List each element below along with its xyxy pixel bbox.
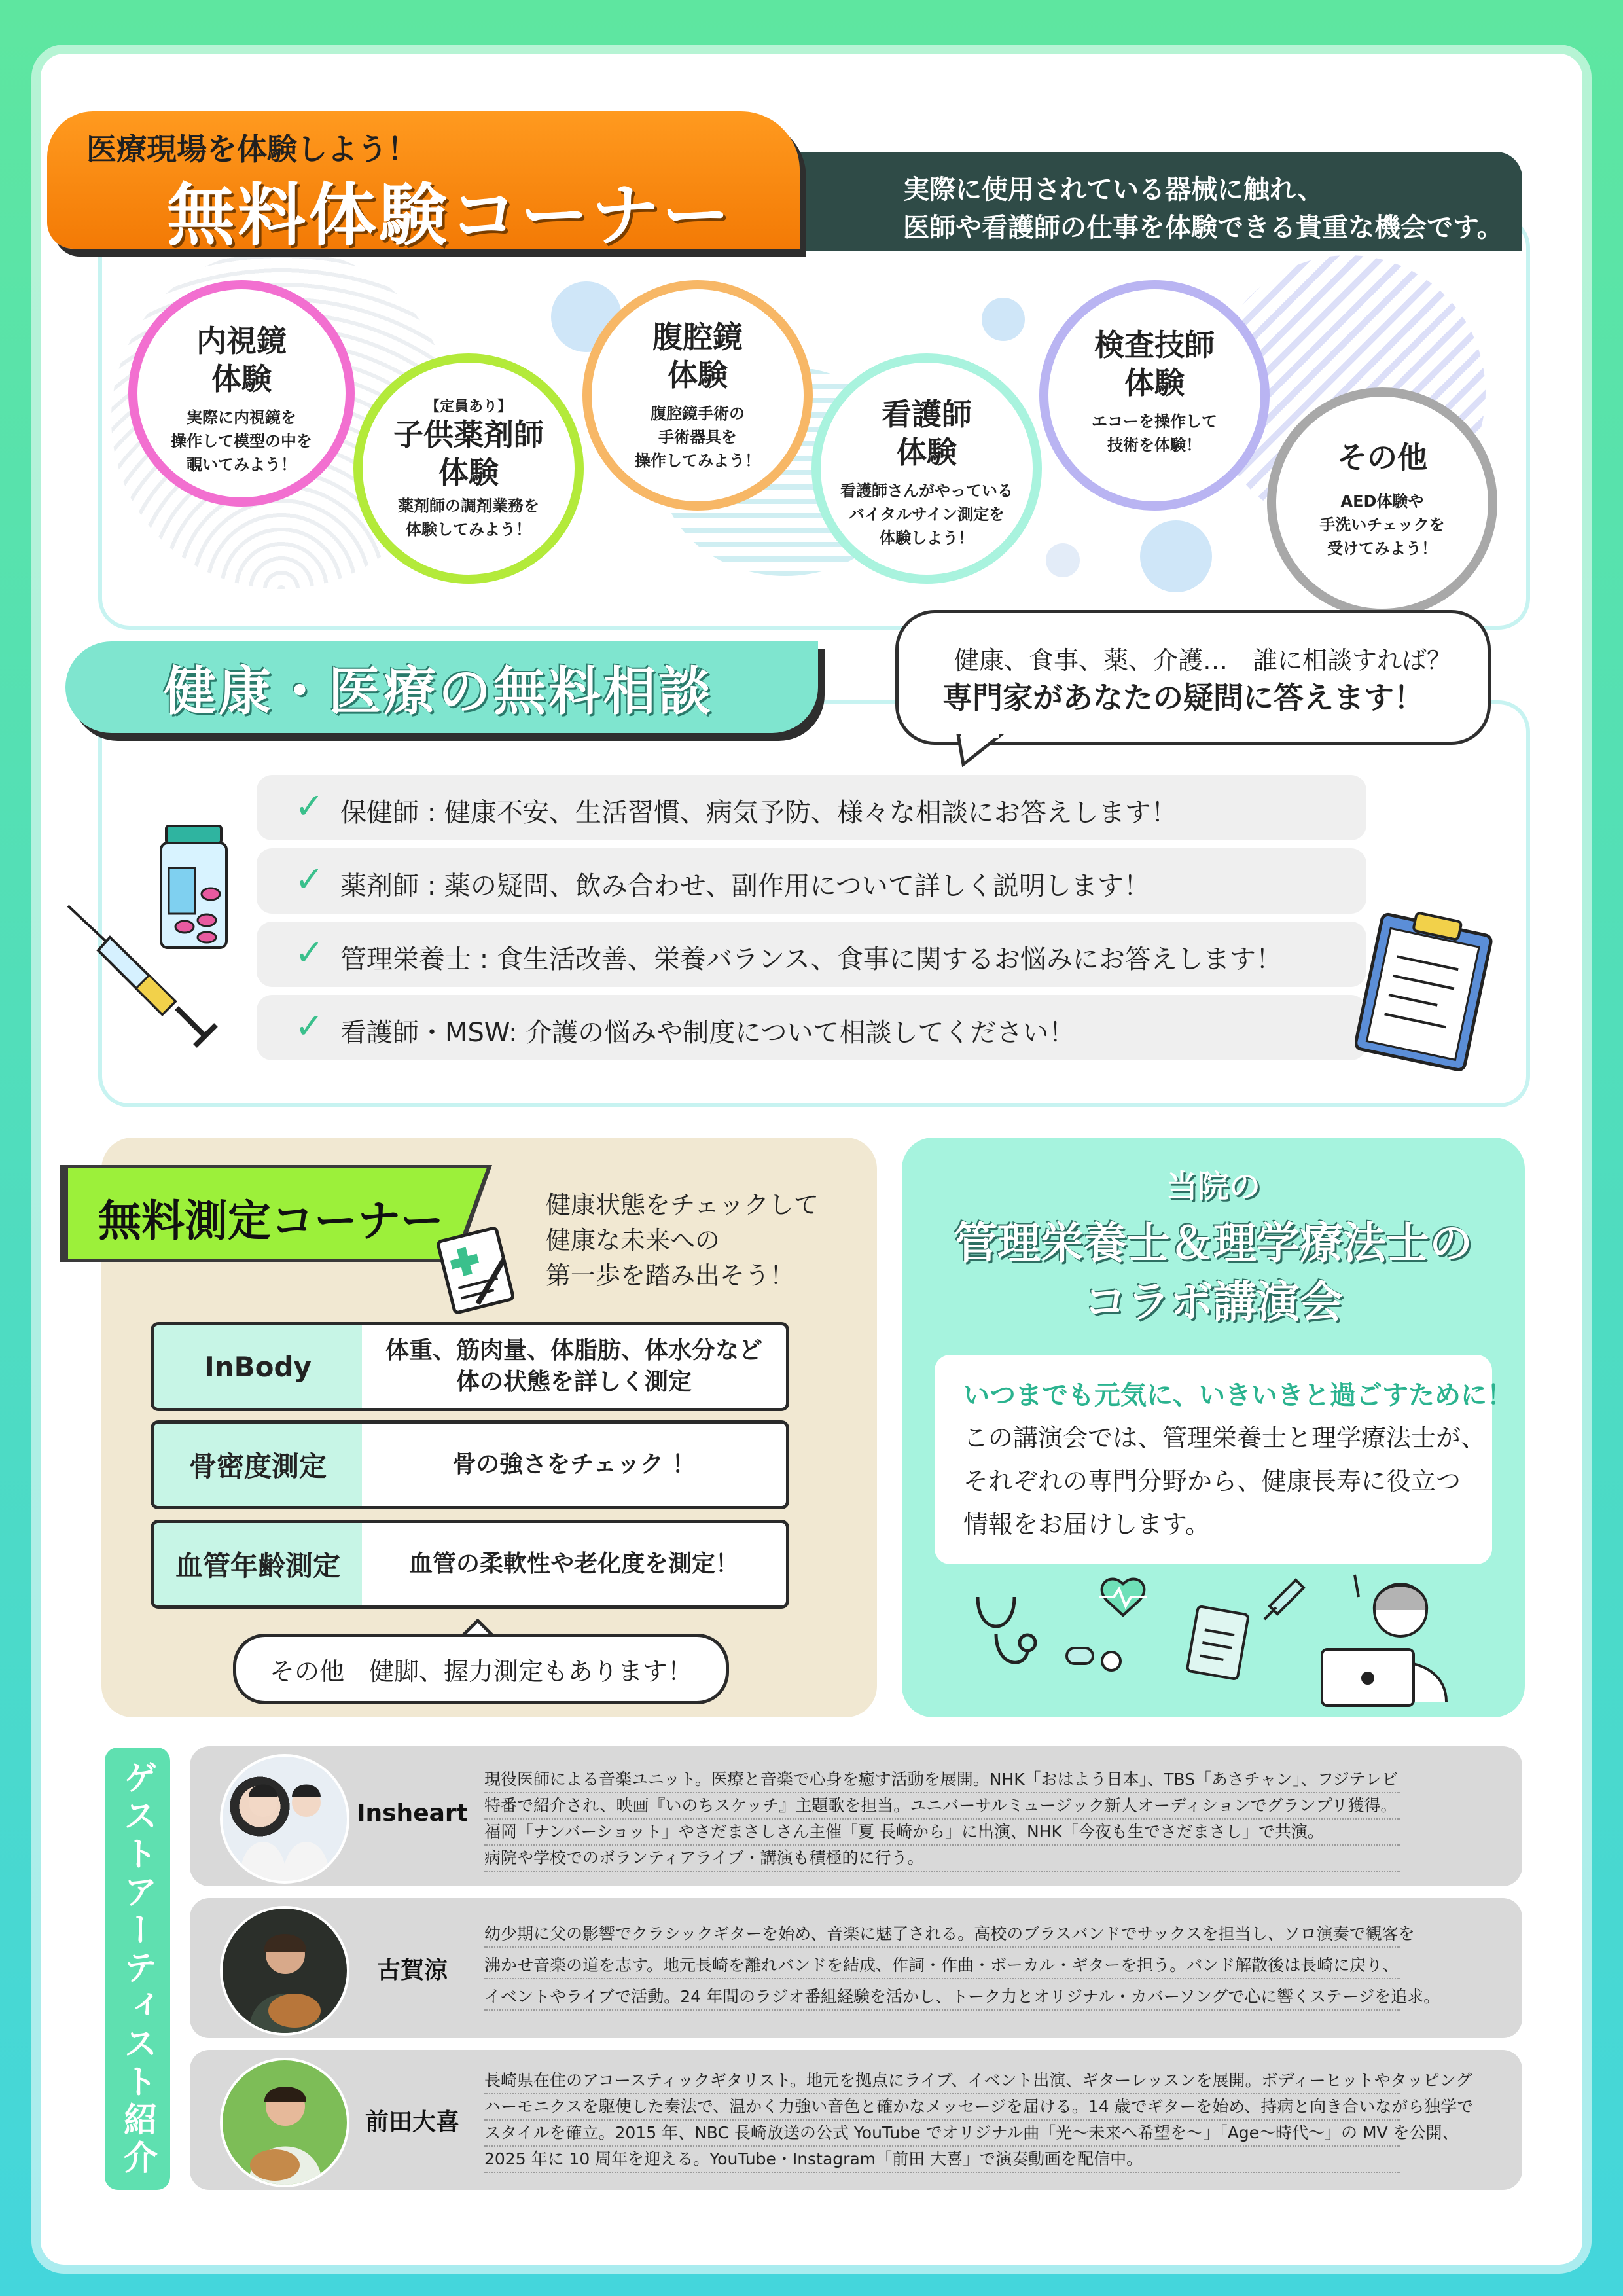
trial-desc-line2: 医師や看護師の仕事を体験できる貴重な機会です。 — [903, 213, 1503, 243]
measure-label: InBody — [154, 1325, 362, 1408]
collab-body: この講演会では、管理栄養士と理学療法士が、 — [963, 1424, 1486, 1452]
artist-bio — [484, 1922, 1440, 2011]
artist-name: Insheart — [357, 1800, 468, 1827]
trial-item-desc: 手術器具を — [658, 428, 737, 446]
artist-bio-line: 福岡「ナンバーショット」やさだまさしさん主催「夏 長崎から」に出演、NHK「今夜も生でさだまさし」で共演。 — [484, 1820, 1400, 1846]
measure-label: 血管年齢測定 — [154, 1523, 362, 1605]
trial-item-desc: バイタルサイン測定を — [848, 505, 1005, 524]
trial-laparoscope — [582, 280, 813, 511]
stethoscope-icon — [978, 1597, 1035, 1662]
trial-lab-tech — [1039, 280, 1270, 511]
collab-body: それぞれの専門分野から、健康長寿に役立つ — [963, 1467, 1461, 1496]
measure-desc: 骨の強さをチェック ！ — [452, 1451, 696, 1478]
trial-kids-pharmacist — [353, 353, 584, 584]
measure-inbody — [151, 1322, 789, 1411]
trial-item-desc: 実際に内視鏡を — [187, 408, 296, 427]
trial-item-title: 体験 — [897, 435, 957, 470]
trial-subtitle: 医療現場を体験しよう！ — [86, 132, 418, 167]
medical-form-icon — [432, 1223, 524, 1314]
trial-item-desc: 覗いてみよう！ — [187, 456, 296, 474]
measure-desc: 体重、筋肉量、体脂肪、体水分など — [385, 1337, 762, 1364]
check-icon: ✓ — [294, 785, 325, 827]
artist-photo — [220, 2058, 349, 2187]
trial-item-title: 検査技師 — [1094, 327, 1215, 363]
trial-item-desc: エコーを操作して — [1092, 412, 1217, 431]
trial-item-title: 看護師 — [882, 397, 972, 432]
artist-bio-line: スタイルを確立。2015 年、NBC 長崎放送の公式 YouTube でオリジナル曲「光～未来へ希望を～」「Age～時代～」の MV を公開、 — [484, 2121, 1400, 2147]
bubble-tail-icon — [955, 734, 1008, 767]
measure-lead: 健康状態をチェックして — [546, 1191, 819, 1219]
artist-name: 古賀涼 — [376, 1957, 448, 1984]
trial-item-desc: 操作して模型の中を — [171, 432, 312, 450]
measure-desc: 血管の柔軟性や老化度を測定！ — [408, 1551, 739, 1577]
trial-title: 無料体験コーナー — [167, 175, 733, 255]
trial-desc-line1: 実際に使用されている器械に触れ、 — [903, 175, 1324, 205]
collab-line1: 当院の — [1166, 1168, 1260, 1205]
consult-row-text: 保健師 : 健康不安、生活習慣、病気予防、様々な相談にお答えします！ — [340, 798, 1177, 828]
consult-row-text: 管理栄養士 : 食生活改善、栄養バランス、食事に関するお悩みにお答えします！ — [340, 944, 1282, 975]
trial-item-desc: 体験してみよう！ — [406, 520, 531, 539]
artist-bio-line: 幼少期に父の影響でクラシックギターを始め、音楽に魅了される。高校のブラスバンドでサックスを担当し、ソロ演奏で観客を — [484, 1922, 1400, 1948]
trial-item-title: 内視鏡 — [196, 323, 287, 359]
trial-nurse — [812, 353, 1042, 584]
bubble-line1: 健康、食事、薬、介護… 誰に相談すれば？ — [954, 646, 1452, 675]
trial-item-desc: 操作してみよう！ — [635, 452, 760, 470]
clipboard-small-icon — [1187, 1606, 1249, 1679]
collab-line3: コラボ講演会 — [1084, 1277, 1343, 1327]
artist-bio-line: 現役医師による音楽ユニット。医療と音楽で心身を癒す活動を展開。NHK「おはよう日本」、TBS「あさチャン」、フジテレビ — [484, 1767, 1400, 1793]
artist-bio — [484, 2068, 1474, 2173]
measure-label: 骨密度測定 — [154, 1424, 362, 1506]
artist-bio-line: 2025 年に 10 周年を迎える。YouTube・Instagram「前田 大喜」で演奏動画を配信中。 — [484, 2147, 1400, 2173]
collab-line2: 管理栄養士＆理学療法士の — [954, 1218, 1472, 1268]
consult-title: 健康・医療の無料相談 — [164, 661, 713, 722]
trial-item-desc: 薬剤師の調剤業務を — [398, 497, 539, 515]
decor-dot — [1046, 543, 1080, 577]
trial-item-title: 体験 — [668, 357, 728, 393]
artist-name: 前田大喜 — [365, 2109, 459, 2136]
measure-lead: 第一歩を踏み出そう！ — [546, 1261, 795, 1290]
collab-lead: いつまでも元気に、いきいきと過ごすために！ — [963, 1380, 1513, 1410]
measure-desc: 体の状態を詳しく測定 — [455, 1369, 692, 1395]
medical-icons-row — [969, 1571, 1505, 1708]
measure-title: 無料測定コーナー — [98, 1196, 444, 1246]
trial-item-desc: 受けてみよう！ — [1327, 539, 1437, 558]
clipboard-icon — [1355, 911, 1499, 1073]
check-icon: ✓ — [294, 932, 325, 973]
artist-bio-line: 病院や学校でのボランティアライブ・講演も積極的に行う。 — [484, 1846, 1400, 1872]
trial-item-desc: AED体験や — [1340, 492, 1424, 511]
artist-photo — [220, 1906, 349, 2036]
trial-item-title: 体験 — [1124, 365, 1185, 401]
syringe-icon — [64, 903, 221, 1054]
capsule-icon — [1067, 1648, 1120, 1670]
trial-item-title: 子供薬剤師 — [393, 417, 544, 452]
guitarist-icon — [223, 1909, 347, 2033]
check-icon: ✓ — [294, 1005, 325, 1047]
acoustic-guitarist-icon — [223, 2060, 347, 2185]
trial-item-desc: 腹腔鏡手術の — [651, 404, 745, 423]
artist-duo-icon — [223, 1757, 347, 1881]
artist-bio-line: 沸かせ音楽の道を志す。地元長崎を離れバンドを結成、作詞・作曲・ボーカル・ギターを担う。バンド解散後は長崎に戻り、 — [484, 1953, 1400, 1979]
doctor-icon — [1322, 1575, 1446, 1706]
artist-bio-line: イベントやライブで活動。24 年間のラジオ番組経験を活かし、トーク力とオリジナル・カバーソングで心に響くステージを追求。 — [484, 1984, 1400, 2011]
measure-bone-density — [151, 1420, 789, 1509]
trial-item-title: 体験 — [438, 455, 499, 490]
trial-item-title: 腹腔鏡 — [652, 319, 743, 355]
decor-dot — [982, 298, 1025, 341]
trial-item-title: その他 — [1337, 440, 1427, 475]
syringe-small-icon — [1264, 1580, 1304, 1619]
bubble-line2: 専門家があなたの疑問に答えます！ — [942, 680, 1424, 715]
trial-other — [1267, 387, 1497, 618]
check-icon: ✓ — [294, 859, 325, 900]
artist-bio-line: 長崎県在住のアコースティックギタリスト。地元を拠点にライブ、イベント出演、ギターレッスンを展開。ボディーヒットやタッピング — [484, 2068, 1400, 2094]
guest-title: ゲストアーティスト紹介 — [105, 1748, 170, 2190]
artist-bio — [484, 1767, 1400, 1872]
artist-bio-line: 特番で紹介され、映画『いのちスケッチ』主題歌を担当。ユニバーサルミュージック新人オーディションでグランプリ獲得。 — [484, 1793, 1400, 1820]
trial-item-desc: 技術を体験！ — [1107, 436, 1202, 454]
heart-icon — [1099, 1579, 1147, 1615]
measure-vascular-age — [151, 1520, 789, 1609]
measure-lead: 健康な未来への — [546, 1226, 721, 1255]
trial-endoscope — [128, 280, 355, 507]
consult-row-text: 看護師・MSW: 介護の悩みや制度について相談してください！ — [340, 1018, 1075, 1048]
artist-photo — [220, 1754, 349, 1884]
decor-dot — [1140, 520, 1212, 592]
artist-bio-line: ハーモニクスを駆使した奏法で、温かく力強い音色と確かなメッセージを届ける。14 歳でギターを始め、持病と向き合いながら独学で — [484, 2094, 1400, 2121]
consult-row-text: 薬剤師 : 薬の疑問、飲み合わせ、副作用について詳しく説明します！ — [340, 871, 1150, 901]
trial-item-title: 体験 — [211, 361, 272, 397]
trial-item-desc: 体験しよう！ — [880, 529, 974, 547]
measure-other: その他 健脚、握力測定もあります！ — [233, 1634, 729, 1704]
trial-item-note: 【定員あり】 — [425, 399, 512, 415]
collab-body: 情報をお届けします。 — [963, 1510, 1210, 1539]
trial-item-desc: 看護師さんがやっている — [840, 482, 1013, 500]
trial-item-desc: 手洗いチェックを — [1319, 516, 1445, 534]
